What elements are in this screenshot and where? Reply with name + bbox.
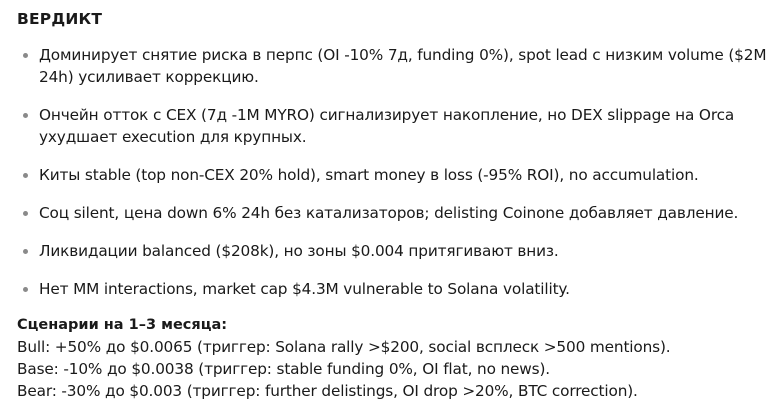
verdict-item-text: Доминирует снятие риска в перпс (OI -10% 7д, funding 0%), spot lead с низким volume ($2M 24h) усиливает коррекцию. — [39, 46, 767, 86]
verdict-item — [17, 278, 767, 300]
bullet-icon — [23, 211, 28, 216]
scenarios-section — [17, 314, 767, 402]
bullet-icon — [23, 53, 28, 58]
scenario-bear: Bear: -30% до $0.003 (триггер: further delistings, OI drop >20%, BTC correction). — [17, 382, 638, 400]
verdict-item-text: Соц silent, цена down 6% 24h без катализаторов; delisting Coinone добавляет давление. — [39, 204, 739, 222]
verdict-item — [17, 44, 767, 88]
verdict-list — [17, 44, 767, 300]
verdict-section — [17, 0, 767, 300]
bullet-icon — [23, 249, 28, 254]
verdict-item-text: Ончейн отток с CEX (7д -1M MYRO) сигнализирует накопление, но DEX slippage на Orca ухудшает execution для крупных. — [39, 106, 735, 146]
verdict-item — [17, 104, 767, 148]
verdict-heading: ВЕРДИКТ — [17, 10, 103, 28]
verdict-item — [17, 240, 767, 262]
bullet-icon — [23, 287, 28, 292]
scenarios-heading: Сценарии на 1–3 месяца: — [17, 317, 228, 333]
scenario-bull: Bull: +50% до $0.0065 (триггер: Solana rally >$200, social всплеск >500 mentions). — [17, 338, 671, 356]
verdict-item-text: Киты stable (top non-CEX 20% hold), smart money в loss (-95% ROI), no accumulation. — [39, 166, 699, 184]
bullet-icon — [23, 173, 28, 178]
bullet-icon — [23, 113, 28, 118]
scenario-base: Base: -10% до $0.0038 (триггер: stable funding 0%, OI flat, no news). — [17, 360, 551, 378]
verdict-item — [17, 202, 767, 224]
verdict-item-text: Нет MM interactions, market cap $4.3M vulnerable to Solana volatility. — [39, 280, 570, 298]
verdict-item — [17, 164, 767, 186]
verdict-item-text: Ликвидации balanced ($208k), но зоны $0.004 притягивают вниз. — [39, 242, 559, 260]
